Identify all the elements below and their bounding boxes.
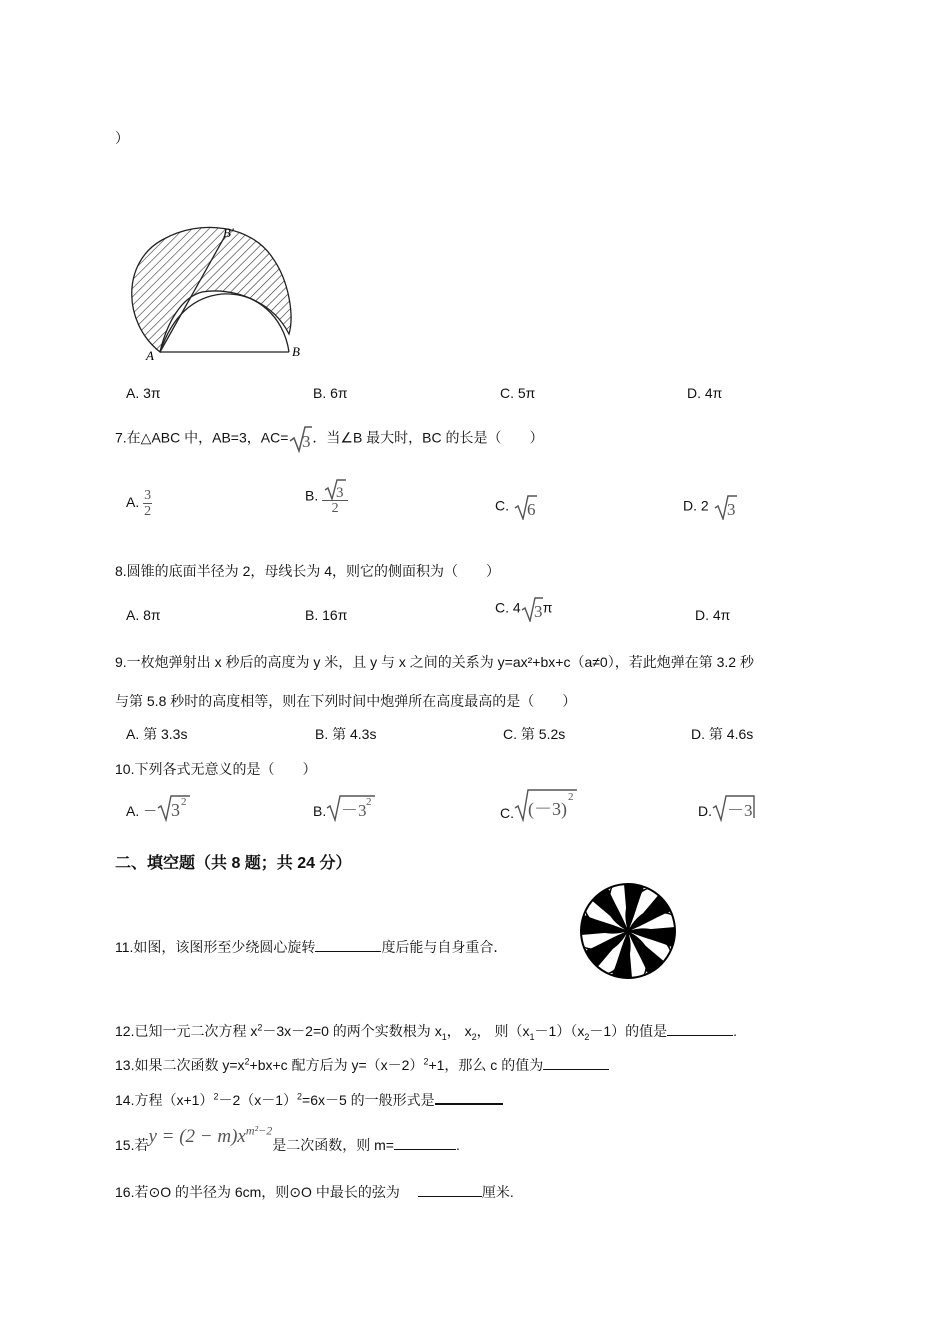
pinwheel-figure: [578, 881, 678, 981]
fraction-sqrt3-over-2: $\frac{3}{2}$: [322, 478, 348, 516]
q11-answer-blank[interactable]: [315, 937, 381, 952]
q9-option-a[interactable]: A. 第 3.3s: [126, 726, 188, 742]
svg-text:2: 2: [366, 796, 372, 808]
q7-stem: 7.在△ABC 中，AB=3，AC= 3 ．当∠B 最大时，BC 的长是（ ）: [115, 425, 544, 453]
q6-option-c[interactable]: C. 5π: [500, 385, 536, 401]
q9-option-b[interactable]: B. 第 4.3s: [315, 726, 377, 742]
q9-stem-line2: 与第 5.8 秒时的高度相等，则在下列时间中炮弹所在高度最高的是（ ）: [115, 693, 577, 709]
q15-stem: 15.若$y = (2 - m)x^{m^2-2}$是二次函数，则 m= .: [115, 1124, 460, 1154]
sqrt-minus-3-squared: [326, 790, 376, 822]
q10-option-a[interactable]: A. － 3 2: [126, 790, 191, 822]
sqrt-6: [513, 494, 537, 520]
q9-option-c[interactable]: C. 第 5.2s: [503, 726, 566, 742]
sqrt-3-squared: [157, 790, 191, 822]
q10-option-b[interactable]: B. －3 2: [313, 790, 376, 822]
sqrt-3: [521, 596, 543, 622]
q6-option-b[interactable]: B. 6π: [313, 385, 348, 401]
q9-stem-line1: 9.一枚炮弹射出 x 秒后的高度为 y 米，且 y 与 x 之间的关系为 y=ax²+bx+c（a≠0），若此炮弹在第 3.2 秒: [115, 654, 754, 670]
q13-stem: 13.如果二次函数 $y=x^2+bx+c$ 配方后为 $y=(x-2)^2+1$，那么 c 的值为: [115, 1055, 609, 1075]
sqrt-3: [288, 425, 312, 453]
previous-question-close-paren: ）: [115, 130, 129, 146]
sqrt-3: [713, 494, 737, 520]
q8-option-b[interactable]: B. 16π: [305, 607, 348, 623]
label-a: A: [146, 348, 154, 363]
sqrt-paren-minus-3-squared: [514, 786, 578, 822]
label-b-prime: B': [223, 225, 234, 240]
q7-option-a[interactable]: A. $\frac{3}{2}$: [126, 488, 152, 519]
q10-option-c[interactable]: C. (－3) 2: [500, 786, 578, 822]
q8-option-d[interactable]: D. 4π: [695, 607, 731, 623]
svg-text:3: 3: [171, 800, 181, 820]
q14-stem: 14.方程$(x+1)^2-2(x-1)^2=6x-5$ 的一般形式是: [115, 1089, 503, 1110]
svg-text:3: 3: [726, 500, 736, 519]
q10-stem: 10.下列各式无意义的是（ ）: [115, 761, 317, 777]
svg-text:－3: －3: [341, 801, 367, 820]
q7-option-d[interactable]: D. 2 3: [683, 494, 737, 520]
q12-answer-blank[interactable]: [667, 1021, 733, 1036]
label-b: B: [292, 344, 300, 359]
q10-option-d[interactable]: D. －3: [698, 790, 756, 822]
svg-text:－3: －3: [727, 801, 753, 820]
q16-stem: 16.若⊙O 的半径为 6cm，则⊙O 中最长的弦为 厘米.: [115, 1184, 514, 1200]
q7-option-b[interactable]: B. $\frac{3}{2}$: [305, 478, 348, 516]
q11-stem: 11.如图，该图形至少绕圆心旋转 度后能与自身重合．: [115, 939, 508, 955]
svg-text:6: 6: [526, 500, 536, 519]
q15-answer-blank[interactable]: [394, 1135, 456, 1150]
fraction-3-over-2: $\frac{3}{2}$: [144, 488, 152, 519]
q13-answer-blank[interactable]: [543, 1055, 609, 1070]
q7-option-c[interactable]: C. 6: [495, 494, 537, 520]
q8-option-a[interactable]: A. 8π: [126, 607, 161, 623]
section-heading-fill-in: 二、填空题（共 8 题；共 24 分）: [115, 855, 352, 872]
sqrt-minus-3: [712, 790, 756, 822]
svg-text:2: 2: [568, 791, 574, 803]
q8-stem: 8.圆锥的底面半径为 2，母线长为 4，则它的侧面积为（ ）: [115, 563, 501, 579]
svg-text:3: 3: [533, 602, 543, 621]
q14-answer-blank[interactable]: [435, 1089, 503, 1105]
q16-answer-blank[interactable]: [418, 1182, 482, 1197]
q6-option-a[interactable]: A. 3π: [126, 385, 161, 401]
svg-text:3: 3: [302, 432, 311, 451]
q6-option-d[interactable]: D. 4π: [687, 385, 723, 401]
q12-stem: 12.已知一元二次方程 $x^2-3x-2=0$ 的两个实数根为 $x_1$， $x_2$， 则$(x_1-1)(x_2-1)$的值是 .: [115, 1022, 738, 1042]
q6-crescent-figure: [122, 222, 312, 367]
q8-option-c[interactable]: C. 4 3 π: [495, 596, 552, 622]
q9-option-d[interactable]: D. 第 4.6s: [691, 726, 754, 742]
q15-formula: $y = (2 - m)x^{m^2-2}$: [148, 1124, 273, 1148]
svg-text:2: 2: [181, 796, 187, 808]
svg-text:(－3): (－3): [528, 799, 567, 819]
svg-text:3: 3: [336, 485, 344, 500]
